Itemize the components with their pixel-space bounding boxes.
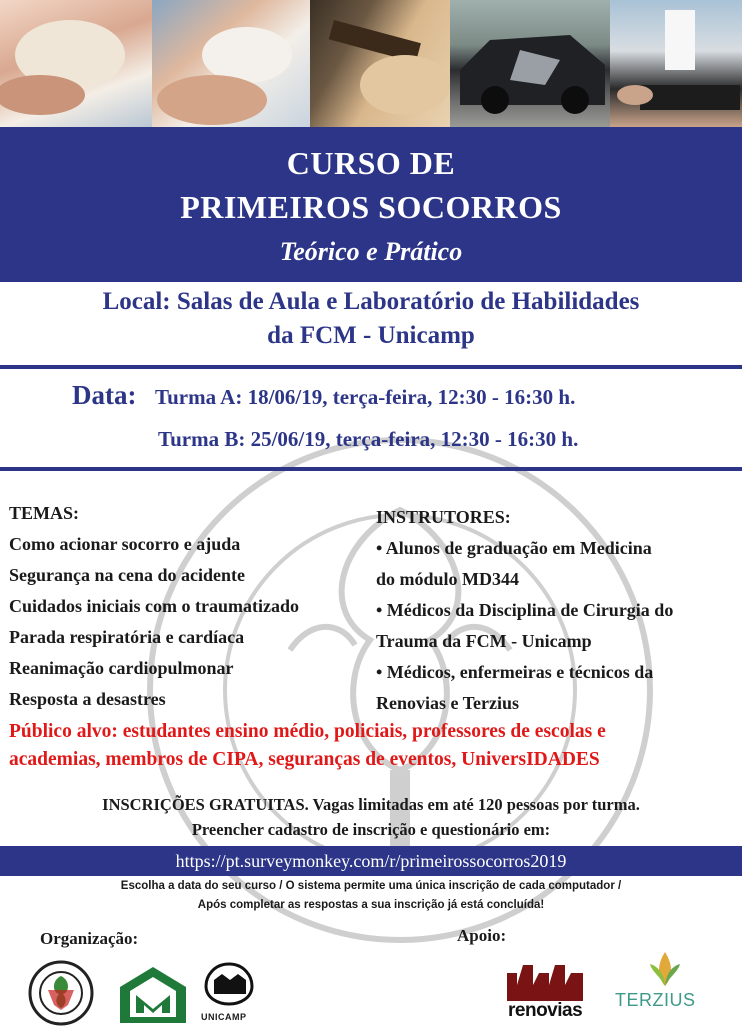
instrutor-line: • Alunos de graduação em Medicina — [376, 538, 652, 558]
apoio-label: Apoio: — [457, 926, 507, 945]
renovias-logo — [505, 963, 585, 1001]
photo-cpr — [610, 0, 742, 127]
fcm-seal-logo — [24, 960, 98, 1026]
divider-bottom — [0, 467, 742, 471]
photo-strip — [0, 0, 742, 127]
title-line-2: PRIMEIROS SOCORROS — [180, 189, 562, 225]
photo-impaled-object — [310, 0, 450, 127]
publico-line-1: Público alvo: estudantes ensino médio, policiais, professores de escolas e — [9, 721, 606, 742]
instrutor-line: • Médicos da Disciplina de Cirurgia do — [376, 600, 674, 620]
temas-heading: TEMAS: — [9, 503, 80, 523]
tema-item: Parada respiratória e cardíaca — [9, 627, 245, 647]
terzius-logo-text: TERZIUS — [615, 990, 696, 1010]
tema-item: Reanimação cardiopulmonar — [9, 658, 234, 678]
inscricoes-line-1: INSCRIÇÕES GRATUITAS. Vagas limitadas em até 120 pessoas por turma. — [102, 795, 640, 814]
inscricoes-line-2: Preencher cadastro de inscrição e questionário em: — [191, 820, 551, 839]
note-line-1: Escolha a data do seu curso / O sistema permite uma única inscrição de cada computador / — [120, 880, 622, 892]
survey-url-link[interactable]: https://pt.surveymonkey.com/r/primeirossocorros2019 — [0, 846, 742, 876]
mc-green-logo — [118, 965, 188, 1025]
terzius-leaf-logo — [648, 948, 682, 988]
divider-top — [0, 365, 742, 369]
turma-b: Turma B: 25/06/19, terça-feira, 12:30 - 16:30 h. — [158, 427, 579, 451]
subtitle: Teórico e Prático — [279, 237, 463, 266]
note-line-2: Após completar as respostas a sua inscrição já está concluída! — [197, 899, 545, 911]
unicamp-logo — [200, 960, 258, 1012]
instrutores-list — [376, 502, 742, 719]
instrutor-line: Trauma da FCM - Unicamp — [376, 631, 592, 651]
publico-alvo — [9, 718, 734, 774]
organizacao-label: Organização: — [40, 929, 139, 948]
instrutores-heading: INSTRUTORES: — [376, 507, 511, 527]
instrutor-line: do módulo MD344 — [376, 569, 520, 589]
unicamp-logo-text: UNICAMP — [201, 1012, 247, 1022]
tema-item: Como acionar socorro e ajuda — [9, 534, 241, 554]
photo-car-crash — [450, 0, 610, 127]
photo-gloved-hands — [152, 0, 310, 127]
photo-bandaged-patient — [0, 0, 152, 127]
tema-item: Cuidados iniciais com o traumatizado — [9, 596, 300, 616]
title-banner — [0, 127, 742, 282]
tema-item: Resposta a desastres — [9, 689, 166, 709]
publico-line-2: academias, membros de CIPA, seguranças de eventos, UniversIDADES — [9, 749, 600, 770]
instrutor-line: • Médicos, enfermeiras e técnicos da — [376, 662, 654, 682]
date-label: Data: — [72, 380, 137, 410]
local-line-2: da FCM - Unicamp — [267, 322, 475, 349]
turma-a: Turma A: 18/06/19, terça-feira, 12:30 - 16:30 h. — [155, 385, 576, 409]
temas-list — [9, 498, 299, 715]
title-line-1: CURSO DE — [286, 145, 456, 181]
local-line-1: Local: Salas de Aula e Laboratório de Habilidades — [102, 288, 640, 315]
instrutor-line: Renovias e Terzius — [376, 693, 520, 713]
renovias-logo-text: renovias — [508, 1000, 583, 1021]
tema-item: Segurança na cena do acidente — [9, 565, 245, 585]
